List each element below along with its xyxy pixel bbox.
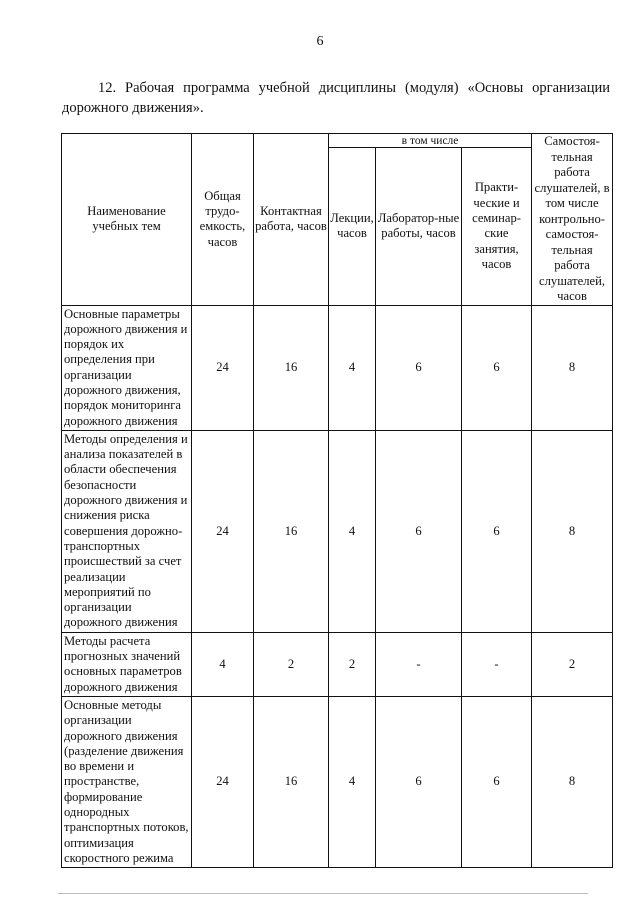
self-work-hours: 2 xyxy=(532,632,613,696)
self-work-hours: 8 xyxy=(532,696,613,867)
curriculum-table xyxy=(61,133,613,868)
header-topic-name: Наименование учебных тем xyxy=(62,134,192,306)
header-lectures: Лекции, часов xyxy=(329,148,376,306)
header-including: в том числе xyxy=(329,134,532,148)
contact-hours: 16 xyxy=(254,696,329,867)
practical-hours: 6 xyxy=(462,305,532,430)
topic-name: Методы расчета прогнозных значений основных параметров дорожного движения xyxy=(62,632,192,696)
lab-hours: 6 xyxy=(376,305,462,430)
contact-hours: 16 xyxy=(254,305,329,430)
contact-hours: 2 xyxy=(254,632,329,696)
total-hours: 4 xyxy=(192,632,254,696)
header-self-work: Самостоя-тельная работа слушателей, в том числе контрольно-самостоя-тельная работа слушателей, часов xyxy=(532,134,613,306)
lecture-hours: 4 xyxy=(329,305,376,430)
table-row xyxy=(62,305,613,430)
lecture-hours: 4 xyxy=(329,430,376,632)
practical-hours: 6 xyxy=(462,696,532,867)
table-row xyxy=(62,430,613,632)
header-total-hours: Общая трудо-емкость, часов xyxy=(192,134,254,306)
topic-name: Основные параметры дорожного движения и порядок их определения при организации дорожного движения, порядок мониторинга дорожного движения xyxy=(62,305,192,430)
total-hours: 24 xyxy=(192,305,254,430)
contact-hours: 16 xyxy=(254,430,329,632)
total-hours: 24 xyxy=(192,696,254,867)
page-number: 6 xyxy=(316,34,324,49)
practical-hours: - xyxy=(462,632,532,696)
topic-name: Методы определения и анализа показателей в области обеспечения безопасности дорожного движения и снижения риска совершения дорожно-транспортных происшествий за счет реализации мероприятий по организации дорожного движения xyxy=(62,430,192,632)
practical-hours: 6 xyxy=(462,430,532,632)
scan-edge-line xyxy=(58,893,588,894)
header-labs: Лаборатор-ные работы, часов xyxy=(376,148,462,306)
table-row xyxy=(62,696,613,867)
lab-hours: - xyxy=(376,632,462,696)
lecture-hours: 4 xyxy=(329,696,376,867)
header-contact-hours: Контактная работа, часов xyxy=(254,134,329,306)
self-work-hours: 8 xyxy=(532,305,613,430)
lab-hours: 6 xyxy=(376,696,462,867)
lab-hours: 6 xyxy=(376,430,462,632)
header-practical: Практи-ческие и семинар-ские занятия, часов xyxy=(462,148,532,306)
section-heading: 12. Рабочая программа учебной дисциплины (модуля) «Основы организации дорожного движения». xyxy=(62,80,610,116)
self-work-hours: 8 xyxy=(532,430,613,632)
total-hours: 24 xyxy=(192,430,254,632)
topic-name: Основные методы организации дорожного движения (разделение движения во времени и пространстве, формирование однородных транспортных потоков, оптимизация скоростного режима xyxy=(62,696,192,867)
table-row xyxy=(62,632,613,696)
lecture-hours: 2 xyxy=(329,632,376,696)
